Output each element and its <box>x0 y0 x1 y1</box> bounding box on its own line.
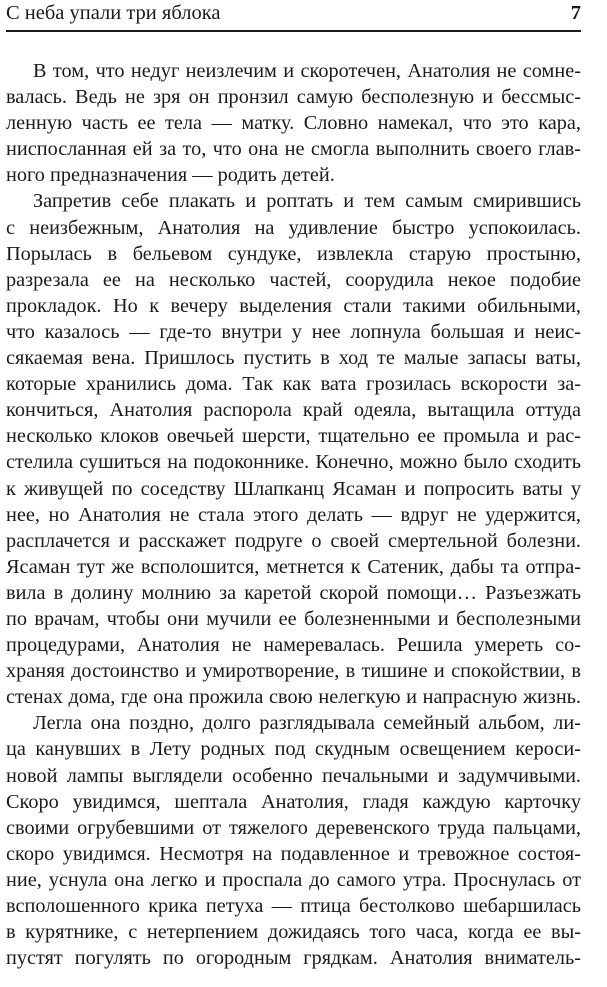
text-line: новой лампы выглядели особенно печальными и задумчивыми. <box>6 764 581 787</box>
text-line: с неизбежным, Анатолия на удивление быстро успокоилась. <box>6 216 581 239</box>
text-line: Запретив себе плакать и роптать и тем самым смирившись <box>33 190 581 213</box>
text-line: Легла она поздно, долго разглядывала семейный альбом, ли- <box>33 712 581 735</box>
text-line: ленную часть ее тела — матку. Словно намекал, что это кара, <box>6 112 581 135</box>
text-line: Скоро увидимся, шептала Анатолия, гладя каждую карточку <box>6 790 581 813</box>
text-line: ца канувших в Лету родных под скудным освещением кероси- <box>6 738 581 761</box>
text-line: вила в долину молнию за каретой скорой помощи… Разъезжать <box>6 581 581 604</box>
text-line: Порылась в бельевом сундуке, извлекла старую простыню, <box>6 242 581 265</box>
text-line: несколько клоков овечьей шерсти, тщательно ее промыла и рас- <box>6 425 581 448</box>
text-line: процедурами, Анатолия не намеревалась. Решила умереть со- <box>6 634 581 657</box>
page-number: 7 <box>570 2 581 24</box>
text-line: разрезала ее на несколько частей, соорудила некое подобие <box>6 268 581 291</box>
text-line: что казалось — где-то внутри у нее лопнула большая и неис- <box>6 320 581 343</box>
text-line: В том, что недуг неизлечим и скоротечен, Анатолия не сомне- <box>33 60 581 82</box>
text-line: прокладок. Но к вечеру выделения стали такими обильными, <box>6 294 581 317</box>
text-line: нее, но Анатолия не стала этого делать — вдруг не удержится, <box>6 503 581 526</box>
running-header <box>6 0 581 32</box>
text-line: ного предназначения — родить детей. <box>6 164 335 187</box>
text-line: своими огрубевшими от тяжелого деревенского труда пальцами, <box>6 816 581 839</box>
text-line: Ясаман тут же всполошится, метнется к Сатеник, дабы та отпра- <box>6 555 581 578</box>
book-title: С неба упали три яблока <box>6 2 221 24</box>
text-line: стелила сушиться на подоконнике. Конечно, можно было сходить <box>6 451 581 474</box>
text-line: в курятнике, с нетерпением дожидаясь того часа, когда ее вы- <box>6 921 581 944</box>
text-line: которые хранились дома. Так как вата грозилась вскорости за- <box>6 373 581 396</box>
text-line: стенах дома, где она прожила свою нелегкую и напрасную жизнь. <box>6 686 581 709</box>
text-line: храняя достоинство и умиротворение, в тишине и спокойствии, в <box>6 660 581 683</box>
text-line: скоро увидимся. Несмотря на подавленное и тревожное состоя- <box>6 842 581 865</box>
text-line: пустят погулять по огородным грядкам. Анатолия вниматель- <box>6 947 581 970</box>
text-line: по врачам, чтобы они мучили ее болезненными и бесполезными <box>6 607 581 630</box>
text-line: валась. Ведь не зря он пронзил самую бесполезную и бессмыс- <box>6 86 581 109</box>
body-text <box>6 58 581 971</box>
text-line: кончиться, Анатолия распорола край одеяла, вытащила оттуда <box>6 399 581 422</box>
text-line: расплачется и расскажет подруге о своей смертельной болезни. <box>6 529 581 552</box>
text-line: всполошенного крика петуха — птица бестолково шебаршилась <box>6 895 581 917</box>
text-line: ниспосланная ей за то, что она не смогла выполнить своего глав- <box>6 138 581 161</box>
text-line: сякаемая вена. Пришлось пустить в ход те малые запасы ваты, <box>6 347 581 370</box>
text-line: ние, уснула она легко и проспала до самого утра. Проснулась от <box>6 868 581 891</box>
text-line: к живущей по соседству Шлапканц Ясаман и попросить ваты у <box>6 477 581 500</box>
